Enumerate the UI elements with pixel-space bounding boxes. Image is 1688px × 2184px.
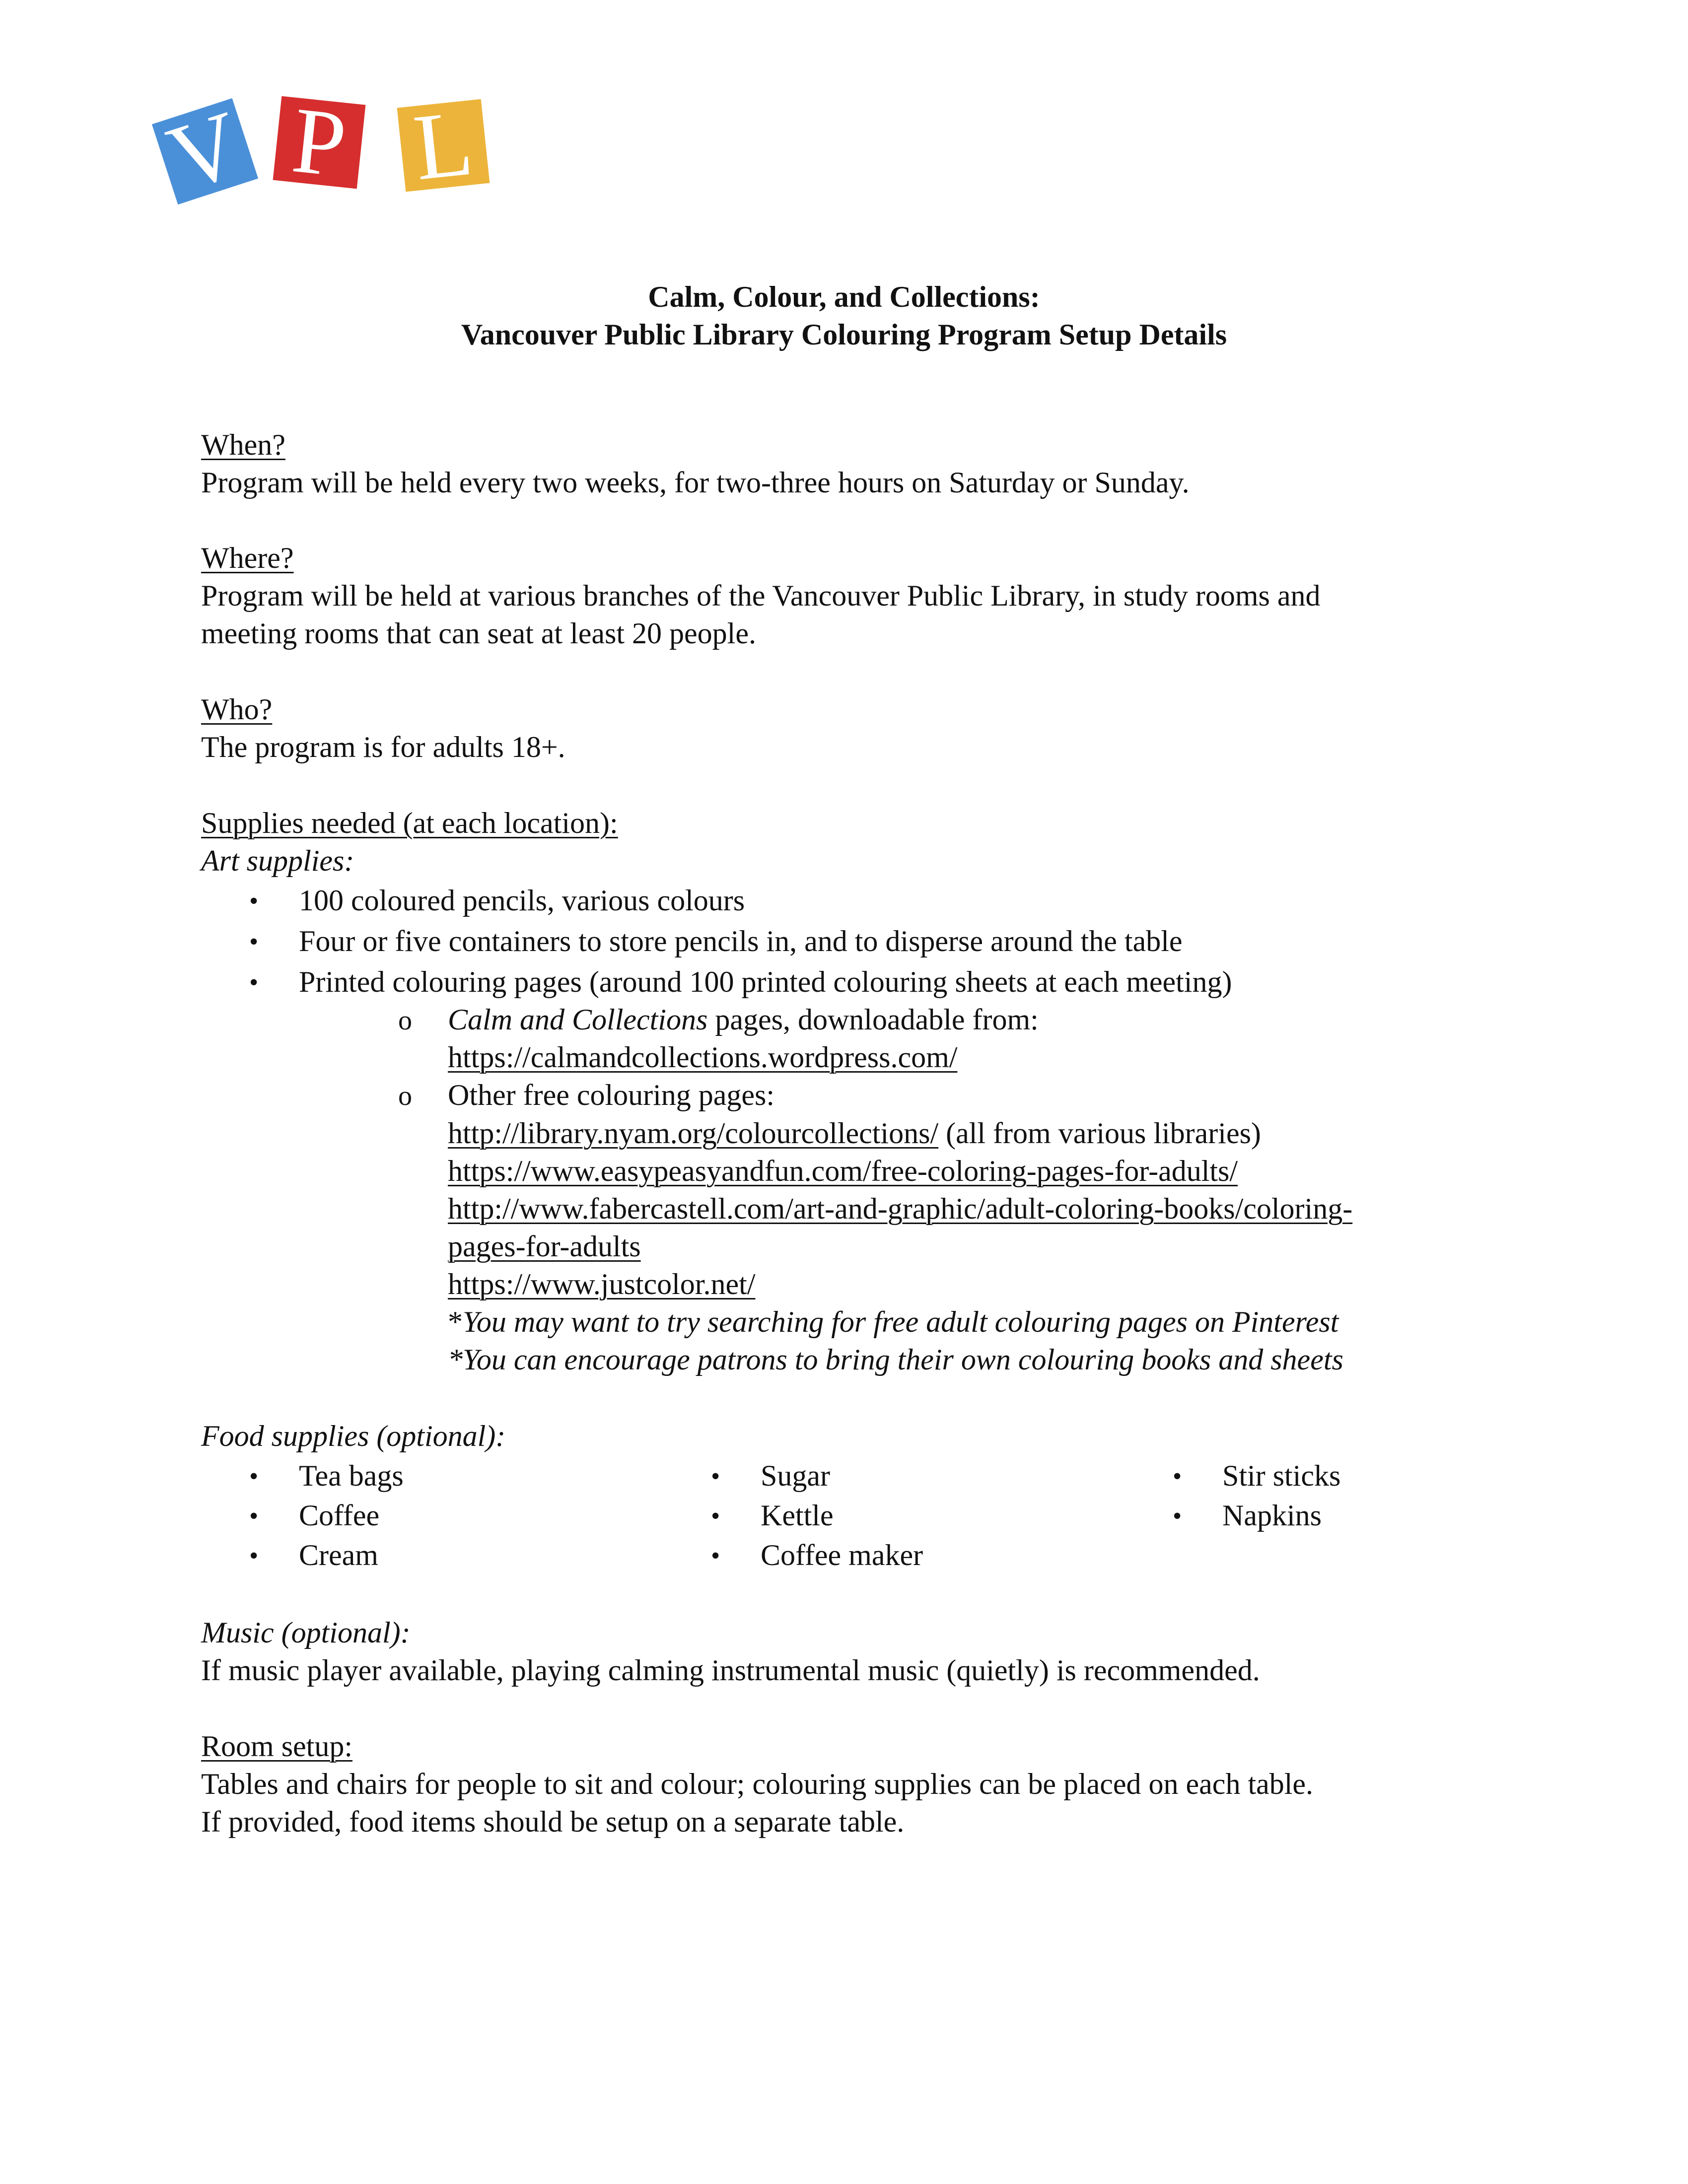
calm-suffix: pages, downloadable from: [707,1003,1039,1036]
bullet-icon: • [249,968,259,997]
where-text-line2: meeting rooms that can seat at least 20 people. [201,617,756,650]
where-text-line1: Program will be held at various branches of the Vancouver Public Library, in study rooms and [201,579,1321,612]
bullet-icon: • [249,887,259,915]
sub-bullet-icon: o [398,1081,412,1111]
note-pinterest [448,1303,1338,1341]
justcolor-link[interactable]: https://www.justcolor.net/ [448,1268,756,1300]
calm-link[interactable]: https://calmandcollections.wordpress.com/ [448,1041,958,1074]
sub-bullet-icon: o [398,1005,412,1036]
bullet-icon: • [249,1502,259,1530]
room-setup-heading: Room setup: [201,1730,353,1763]
link1-line [448,1114,1261,1152]
food-item-tea-bags: Tea bags [299,1459,404,1492]
note-star: * [448,1305,463,1338]
art-item-3: Printed colouring pages (around 100 printed colouring sheets at each meeting) [299,965,1232,998]
music-heading: Music (optional): [201,1616,411,1649]
music-text: If music player available, playing calming instrumental music (quietly) is recommended. [201,1654,1260,1687]
fabercastell-link-line2[interactable]: pages-for-adults [448,1230,641,1263]
food-item-coffee-maker: Coffee maker [761,1539,923,1571]
food-item-kettle: Kettle [761,1499,834,1532]
art-item-2: Four or five containers to store pencils in, and to disperse around the table [299,925,1183,957]
vpl-logo [149,89,506,218]
note-own-books: *You can encourage patrons to bring their own colouring books and sheets [448,1343,1343,1376]
bullet-icon: • [711,1542,720,1570]
calm-title: Calm and Collections [448,1003,708,1036]
art-item-1: 100 coloured pencils, various colours [299,884,745,917]
bullet-icon: • [711,1462,720,1491]
easypeasy-link[interactable]: https://www.easypeasyandfun.com/free-coloring-pages-for-adults/ [448,1155,1238,1187]
bullet-icon: • [249,928,259,956]
logo-letter-v: V [156,91,254,212]
other-pages-label: Other free colouring pages: [448,1079,775,1111]
room-setup-line1: Tables and chairs for people to sit and colour; colouring supplies can be placed on each table. [201,1768,1314,1800]
bullet-icon: • [1173,1502,1182,1530]
art-supplies-heading: Art supplies: [201,844,354,877]
when-text: Program will be held every two weeks, for two-three hours on Saturday or Sunday. [201,466,1190,499]
bullet-icon: • [249,1462,259,1491]
food-item-stir-sticks: Stir sticks [1222,1459,1341,1492]
food-item-napkins: Napkins [1222,1499,1322,1532]
nyam-link[interactable]: http://library.nyam.org/colourcollections/ [448,1117,939,1150]
note-pinterest-text: You may want to try searching for free adult colouring pages on Pinterest [463,1305,1339,1338]
room-setup-line2: If provided, food items should be setup on a separate table. [201,1805,905,1838]
food-heading: Food supplies (optional): [201,1420,506,1452]
calm-line [448,1001,1039,1038]
food-item-coffee: Coffee [299,1499,380,1532]
bullet-icon: • [249,1542,259,1570]
bullet-icon: • [711,1502,720,1530]
logo-letter-l: L [409,90,478,201]
fabercastell-link-line1[interactable]: http://www.fabercastell.com/art-and-graphic/adult-coloring-books/coloring- [448,1192,1353,1225]
food-item-cream: Cream [299,1539,378,1571]
who-text: The program is for adults 18+. [201,731,565,763]
bullet-icon: • [1173,1462,1182,1491]
logo-block-p [273,88,366,197]
link1-suffix: (all from various libraries) [938,1117,1261,1150]
logo-block-v [152,91,258,212]
food-item-sugar: Sugar [761,1459,830,1492]
who-heading: Who? [201,693,273,726]
document-title: Calm, Colour, and Collections: [648,280,1040,313]
where-heading: Where? [201,542,294,574]
logo-letter-p: P [287,88,351,197]
logo-block-l [397,90,490,201]
supplies-heading: Supplies needed (at each location): [201,807,618,839]
document-subtitle: Vancouver Public Library Colouring Program Setup Details [461,318,1227,351]
when-heading: When? [201,428,285,461]
